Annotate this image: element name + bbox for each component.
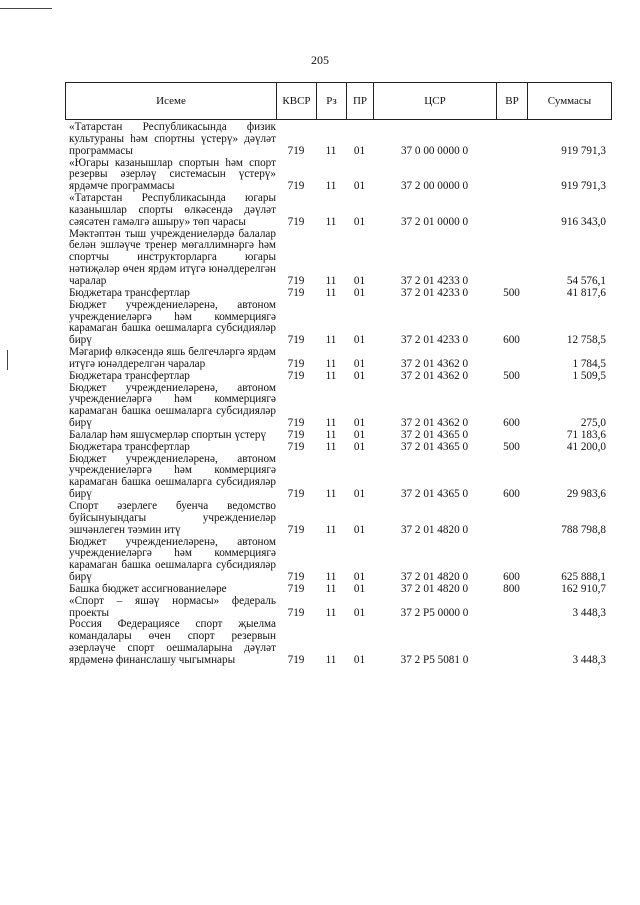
row-sum: 3 448,3 xyxy=(572,606,606,619)
row-pr: 01 xyxy=(353,180,366,193)
row-rz: 11 xyxy=(325,582,337,595)
row-kvsr: 719 xyxy=(287,286,305,299)
row-kvsr: 719 xyxy=(287,357,305,370)
row-name: Мәгариф өлкәсендә яшь белгечләргә ярдәм итүгә юнәлдерелгән чаралар xyxy=(69,346,276,370)
row-rz: 11 xyxy=(325,440,337,453)
row-name: Спорт әзерлеге буенча ведомство буйсынуындагы учреждениеләр эшчәнлеген тәэмин итү xyxy=(69,500,276,536)
header-kvsr: КВСР xyxy=(277,83,317,119)
row-csr: 37 2 01 4362 0 xyxy=(400,369,469,382)
row-rz: 11 xyxy=(325,417,337,430)
row-name: Бюджетара трансфертлар xyxy=(69,369,190,382)
row-csr: 37 2 01 4233 0 xyxy=(400,274,469,287)
page-number: 205 xyxy=(311,53,329,67)
table-row xyxy=(65,501,612,537)
row-rz: 11 xyxy=(325,488,337,501)
table-row xyxy=(65,442,612,454)
row-pr: 01 xyxy=(353,582,366,595)
row-sum: 3 448,3 xyxy=(572,653,606,666)
row-sum: 41 817,6 xyxy=(566,286,606,299)
row-rz: 11 xyxy=(325,215,337,228)
row-kvsr: 719 xyxy=(287,369,305,382)
row-kvsr: 719 xyxy=(287,417,305,430)
row-pr: 01 xyxy=(353,488,366,501)
row-sum: 29 983,6 xyxy=(566,488,606,501)
row-csr: 37 2 P5 5081 0 xyxy=(400,653,469,666)
row-csr: 37 2 01 4365 0 xyxy=(400,488,469,501)
header-pr: ПР xyxy=(347,83,374,119)
row-name: «Татарстан Республикасында физик культураны һәм спортны үстерү» дәүләт программасы xyxy=(69,121,276,157)
row-vr: 500 xyxy=(503,369,520,382)
row-vr: 600 xyxy=(503,334,520,347)
row-csr: 37 2 01 4820 0 xyxy=(400,523,469,536)
row-sum: 1 784,5 xyxy=(572,357,606,370)
row-csr: 37 2 01 4365 0 xyxy=(400,428,469,441)
row-name: Балалар һәм яшүсмерләр спортын үстерү xyxy=(69,428,267,441)
table-row xyxy=(65,347,612,371)
row-csr: 37 2 00 0000 0 xyxy=(400,180,469,193)
row-csr: 37 2 01 4362 0 xyxy=(400,357,469,370)
row-pr: 01 xyxy=(353,571,366,584)
row-sum: 916 343,0 xyxy=(561,215,606,228)
row-vr: 800 xyxy=(503,582,520,595)
row-sum: 12 758,5 xyxy=(566,334,606,347)
row-rz: 11 xyxy=(325,428,337,441)
row-pr: 01 xyxy=(353,606,366,619)
header-sum: Суммасы xyxy=(547,95,592,107)
table-row xyxy=(65,300,612,347)
header-name: Исеме xyxy=(66,83,277,119)
row-name: Россия Федерациясе спорт җыелма командалары өчен спорт резервын әзерләүче спорт оешмаларына дәүләт ярдәменә финанслашу чыгымнары xyxy=(69,618,276,666)
row-kvsr: 719 xyxy=(287,571,305,584)
row-sum: 54 576,1 xyxy=(566,274,606,287)
row-kvsr: 719 xyxy=(287,523,305,536)
row-pr: 01 xyxy=(353,286,366,299)
table-row xyxy=(65,383,612,430)
row-rz: 11 xyxy=(325,334,337,347)
row-csr: 37 2 01 4820 0 xyxy=(400,582,469,595)
row-kvsr: 719 xyxy=(287,274,305,287)
row-csr: 37 2 01 4362 0 xyxy=(400,417,469,430)
row-name: Бюджет учреждениеләренә, автоном учреждениеләргә һәм коммерциягә карамаган башка оешмаларга субсидияләр бирү xyxy=(69,535,276,584)
row-rz: 11 xyxy=(325,523,337,536)
row-pr: 01 xyxy=(353,334,366,347)
row-vr: 600 xyxy=(503,417,520,430)
row-csr: 37 2 01 4365 0 xyxy=(400,440,469,453)
table-row xyxy=(65,596,612,620)
row-pr: 01 xyxy=(353,274,366,287)
row-kvsr: 719 xyxy=(287,488,305,501)
row-sum: 162 910,7 xyxy=(561,582,606,595)
header-csr: ЦСР xyxy=(374,83,497,119)
row-vr: 500 xyxy=(503,440,520,453)
row-rz: 11 xyxy=(325,180,337,193)
row-vr: 600 xyxy=(503,488,520,501)
row-rz: 11 xyxy=(325,653,337,666)
row-kvsr: 719 xyxy=(287,428,305,441)
row-pr: 01 xyxy=(353,144,366,157)
row-pr: 01 xyxy=(353,440,366,453)
row-rz: 11 xyxy=(325,571,337,584)
table-row xyxy=(65,229,612,288)
header-rz: Рз xyxy=(317,83,347,119)
row-csr: 37 2 01 0000 0 xyxy=(400,215,469,228)
row-csr: 37 2 01 4233 0 xyxy=(400,286,469,299)
row-kvsr: 719 xyxy=(287,144,305,157)
row-pr: 01 xyxy=(353,653,366,666)
row-pr: 01 xyxy=(353,428,366,441)
row-vr: 600 xyxy=(503,571,520,584)
table-row xyxy=(65,158,612,194)
row-pr: 01 xyxy=(353,523,366,536)
row-kvsr: 719 xyxy=(287,582,305,595)
row-csr: 37 0 00 0000 0 xyxy=(400,144,469,157)
table-row xyxy=(65,537,612,584)
row-csr: 37 2 01 4233 0 xyxy=(400,334,469,347)
scan-mark-left xyxy=(7,350,8,370)
row-rz: 11 xyxy=(325,144,337,157)
row-name: Бюджет учреждениеләренә, автоном учреждениеләргә һәм коммерциягә карамаган башка оешмаларга субсидияләр бирү xyxy=(69,381,276,430)
table-row xyxy=(65,122,612,158)
row-sum: 275,0 xyxy=(580,417,606,430)
row-kvsr: 719 xyxy=(287,180,305,193)
row-name: «Спорт – яшәү нормасы» федераль проекты xyxy=(69,594,276,619)
row-pr: 01 xyxy=(353,369,366,382)
row-rz: 11 xyxy=(325,274,337,287)
table-row xyxy=(65,454,612,501)
row-sum: 1 509,5 xyxy=(572,369,606,382)
row-csr: 37 2 01 4820 0 xyxy=(400,571,469,584)
row-name: Бюджет учреждениеләренә, автоном учреждениеләргә һәм коммерциягә карамаган башка оешмаларга субсидияләр бирү xyxy=(69,452,276,501)
row-sum: 625 888,1 xyxy=(561,571,606,584)
row-vr: 500 xyxy=(503,286,520,299)
row-name: Бюджет учреждениеләренә, автоном учреждениеләргә һәм коммерциягә карамаган башка оешмаларга субсидияләр бирү xyxy=(69,298,276,347)
scan-mark-top-left xyxy=(0,8,52,9)
row-name: Мәктәптән тыш учреждениеләрдә балалар белән эшләүче тренер мөгаллимнәргә һәм спортчы инструкторларга югары нәтиҗәләр өчен ярдәм итүгә юнәлдерелгән чаралар xyxy=(69,227,276,287)
row-sum: 788 798,8 xyxy=(561,523,606,536)
table-row xyxy=(65,584,612,596)
row-rz: 11 xyxy=(325,357,337,370)
row-rz: 11 xyxy=(325,606,337,619)
table-header xyxy=(65,82,612,120)
row-name: «Татарстан Республикасында югары казанышлар спорты өлкәсендә дәүләт сәясәтен гамәлгә ашыру» төп чарасы xyxy=(69,192,276,228)
row-kvsr: 719 xyxy=(287,334,305,347)
table-row xyxy=(65,430,612,442)
row-sum: 919 791,3 xyxy=(561,144,606,157)
header-vr: ВР xyxy=(497,83,528,119)
table-row xyxy=(65,288,612,300)
table-row xyxy=(65,371,612,383)
row-name: Бюджетара трансфертлар xyxy=(69,286,190,299)
row-kvsr: 719 xyxy=(287,215,305,228)
table-body xyxy=(65,122,612,667)
row-rz: 11 xyxy=(325,369,337,382)
row-pr: 01 xyxy=(353,417,366,430)
row-sum: 71 183,6 xyxy=(566,428,606,441)
table-row xyxy=(65,193,612,229)
row-sum: 41 200,0 xyxy=(566,440,606,453)
table-row xyxy=(65,619,612,666)
row-kvsr: 719 xyxy=(287,606,305,619)
row-rz: 11 xyxy=(325,286,337,299)
row-kvsr: 719 xyxy=(287,653,305,666)
row-kvsr: 719 xyxy=(287,440,305,453)
row-csr: 37 2 P5 0000 0 xyxy=(400,606,469,619)
row-name: Бюджетара трансфертлар xyxy=(69,440,190,453)
row-name: Башка бюджет ассигнованиеләре xyxy=(69,582,227,595)
row-name: «Югары казанышлар спортын һәм спорт резервы әзерләү системасын үстерү» ярдәмче программасы xyxy=(69,156,276,193)
row-pr: 01 xyxy=(353,215,366,228)
row-sum: 919 791,3 xyxy=(561,180,606,193)
row-pr: 01 xyxy=(353,357,366,370)
